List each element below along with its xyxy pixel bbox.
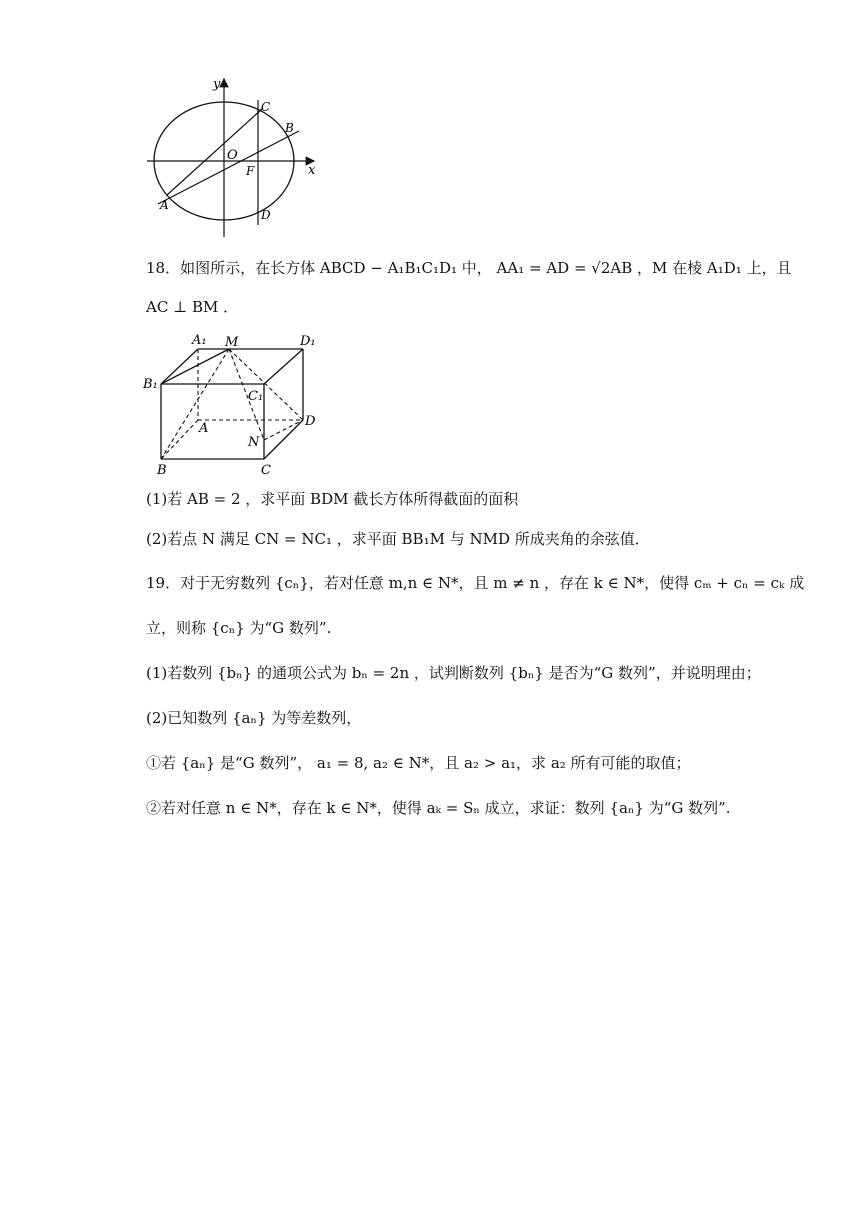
label-f: F (246, 164, 255, 178)
q19-statement-line2: 立，则称 {cₙ} 为“G 数列”. (146, 619, 332, 637)
q19-part1: (1)若数列 {bₙ} 的通项公式为 bₙ = 2n ，试判断数列 {bₙ} 是否为“G 数列”，并说明理由； (146, 664, 761, 682)
q18-statement-line2: AC ⊥ BM ． (146, 298, 239, 316)
q19-sub1: ①若 {aₙ} 是“G 数列”， a₁ = 8, a₂ ∈ N*，且 a₂ > a₁，求 a₂ 所有可能的取值； (146, 754, 691, 772)
label-a1: A₁ (192, 333, 207, 348)
label-a: A (160, 198, 169, 212)
chord-ac (167, 109, 262, 195)
label-d: D (261, 208, 271, 222)
label-a: A (199, 421, 209, 436)
label-d: D (305, 414, 316, 429)
label-o: O (227, 148, 238, 163)
label-x: x (308, 163, 316, 178)
q19-part2: (2)已知数列 {aₙ} 为等差数列， (146, 709, 362, 727)
label-b1: B₁ (143, 377, 158, 392)
q18-part2: (2)若点 N 满足 CN = NC₁ ，求平面 BB₁M 与 NMD 所成夹角的余弦值． (146, 530, 650, 548)
label-b: B (157, 463, 167, 478)
label-c: C (261, 100, 271, 114)
label-m: M (225, 335, 239, 350)
label-n: N (248, 435, 260, 450)
label-b: B (285, 121, 294, 135)
q19-sub2: ②若对任意 n ∈ N*，存在 k ∈ N*，使得 aₖ = Sₙ 成立，求证：数列 {aₙ} 为“G 数列”. (146, 799, 731, 817)
label-c: C (261, 463, 271, 478)
q19-statement-line1: 19．对于无穷数列 {cₙ}，若对任意 m,n ∈ N*，且 m ≠ n ，存在 k ∈ N*，使得 cₘ + cₙ = cₖ 成 (146, 574, 805, 592)
ellipse-figure (140, 70, 330, 242)
cuboid-figure (140, 326, 325, 478)
label-y: y (213, 77, 221, 92)
q18-part1: (1)若 AB = 2 ，求平面 BDM 截长方体所得截面的面积 (146, 490, 519, 508)
label-d1: D₁ (300, 334, 316, 349)
line-ab (158, 131, 299, 204)
q18-statement-line1: 18．如图所示，在长方体 ABCD − A₁B₁C₁D₁ 中， AA₁ = AD = √2AB ，M 在棱 A₁D₁ 上，且 (146, 259, 792, 277)
label-c1: C₁ (248, 389, 264, 404)
